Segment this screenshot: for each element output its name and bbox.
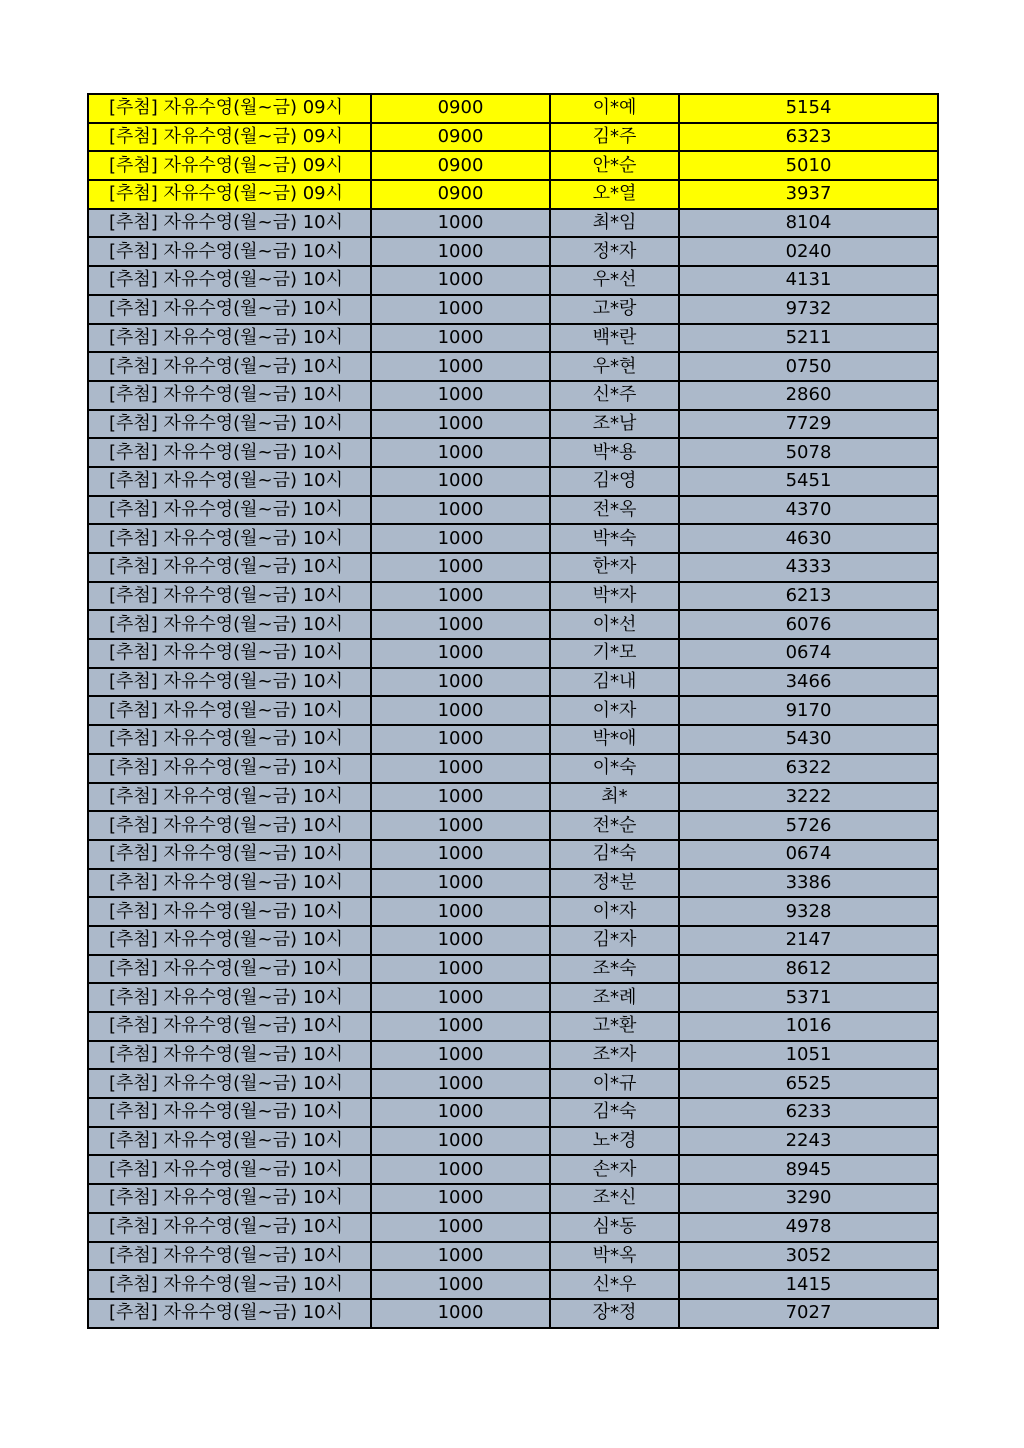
time-code-cell: 1000: [371, 1184, 550, 1213]
masked-name-cell: 신*우: [550, 1270, 679, 1299]
time-code-cell: 1000: [371, 1155, 550, 1184]
phone-suffix-cell: 4630: [679, 524, 938, 553]
masked-name-cell: 안*순: [550, 151, 679, 180]
course-cell: [추첨] 자유수영(월~금) 10시: [88, 610, 371, 639]
phone-suffix-cell: 6233: [679, 1098, 938, 1127]
table-row: [88, 553, 938, 582]
table-row: [88, 94, 938, 123]
phone-suffix-cell: 5726: [679, 811, 938, 840]
table-row: [88, 725, 938, 754]
masked-name-cell: 박*애: [550, 725, 679, 754]
time-code-cell: 1000: [371, 955, 550, 984]
time-code-cell: 1000: [371, 553, 550, 582]
phone-suffix-cell: 6213: [679, 582, 938, 611]
phone-suffix-cell: 5154: [679, 94, 938, 123]
phone-suffix-cell: 7729: [679, 410, 938, 439]
table-row: [88, 1041, 938, 1070]
masked-name-cell: 박*숙: [550, 524, 679, 553]
table-row: [88, 496, 938, 525]
phone-suffix-cell: 3052: [679, 1242, 938, 1271]
time-code-cell: 1000: [371, 725, 550, 754]
course-cell: [추첨] 자유수영(월~금) 10시: [88, 1069, 371, 1098]
course-cell: [추첨] 자유수영(월~금) 10시: [88, 1242, 371, 1271]
table-row: [88, 1069, 938, 1098]
phone-suffix-cell: 1016: [679, 1012, 938, 1041]
time-code-cell: 1000: [371, 1213, 550, 1242]
time-code-cell: 1000: [371, 410, 550, 439]
time-code-cell: 1000: [371, 266, 550, 295]
time-code-cell: 1000: [371, 869, 550, 898]
course-cell: [추첨] 자유수영(월~금) 09시: [88, 123, 371, 152]
masked-name-cell: 조*숙: [550, 955, 679, 984]
course-cell: [추첨] 자유수영(월~금) 10시: [88, 266, 371, 295]
phone-suffix-cell: 4333: [679, 553, 938, 582]
table-row: [88, 524, 938, 553]
time-code-cell: 1000: [371, 467, 550, 496]
course-cell: [추첨] 자유수영(월~금) 10시: [88, 352, 371, 381]
course-cell: [추첨] 자유수영(월~금) 10시: [88, 897, 371, 926]
time-code-cell: 1000: [371, 352, 550, 381]
phone-suffix-cell: 5211: [679, 324, 938, 353]
table-row: [88, 926, 938, 955]
course-cell: [추첨] 자유수영(월~금) 10시: [88, 926, 371, 955]
phone-suffix-cell: 9328: [679, 897, 938, 926]
masked-name-cell: 김*주: [550, 123, 679, 152]
masked-name-cell: 장*정: [550, 1299, 679, 1328]
table-row: [88, 1155, 938, 1184]
time-code-cell: 1000: [371, 496, 550, 525]
phone-suffix-cell: 5010: [679, 151, 938, 180]
course-cell: [추첨] 자유수영(월~금) 09시: [88, 151, 371, 180]
table-row: [88, 209, 938, 238]
masked-name-cell: 우*선: [550, 266, 679, 295]
course-cell: [추첨] 자유수영(월~금) 10시: [88, 1012, 371, 1041]
phone-suffix-cell: 5451: [679, 467, 938, 496]
table-row: [88, 324, 938, 353]
course-cell: [추첨] 자유수영(월~금) 10시: [88, 582, 371, 611]
time-code-cell: 0900: [371, 123, 550, 152]
phone-suffix-cell: 3466: [679, 668, 938, 697]
phone-suffix-cell: 9170: [679, 696, 938, 725]
table-row: [88, 1098, 938, 1127]
course-cell: [추첨] 자유수영(월~금) 10시: [88, 209, 371, 238]
time-code-cell: 1000: [371, 840, 550, 869]
table-row: [88, 1213, 938, 1242]
time-code-cell: 1000: [371, 897, 550, 926]
phone-suffix-cell: 1051: [679, 1041, 938, 1070]
table-row: [88, 1242, 938, 1271]
table-row: [88, 811, 938, 840]
phone-suffix-cell: 0674: [679, 639, 938, 668]
table-row: [88, 869, 938, 898]
course-cell: [추첨] 자유수영(월~금) 10시: [88, 1299, 371, 1328]
time-code-cell: 1000: [371, 237, 550, 266]
course-cell: [추첨] 자유수영(월~금) 10시: [88, 869, 371, 898]
course-cell: [추첨] 자유수영(월~금) 10시: [88, 496, 371, 525]
course-cell: [추첨] 자유수영(월~금) 10시: [88, 1041, 371, 1070]
lottery-results-table: [87, 93, 939, 1329]
phone-suffix-cell: 3222: [679, 783, 938, 812]
time-code-cell: 1000: [371, 1012, 550, 1041]
table-row: [88, 754, 938, 783]
table-row: [88, 381, 938, 410]
phone-suffix-cell: 8104: [679, 209, 938, 238]
table-row: [88, 955, 938, 984]
masked-name-cell: 최*: [550, 783, 679, 812]
course-cell: [추첨] 자유수영(월~금) 10시: [88, 1098, 371, 1127]
phone-suffix-cell: 8945: [679, 1155, 938, 1184]
time-code-cell: 1000: [371, 438, 550, 467]
course-cell: [추첨] 자유수영(월~금) 10시: [88, 410, 371, 439]
course-cell: [추첨] 자유수영(월~금) 10시: [88, 1270, 371, 1299]
time-code-cell: 1000: [371, 1127, 550, 1156]
table-row: [88, 639, 938, 668]
course-cell: [추첨] 자유수영(월~금) 10시: [88, 783, 371, 812]
time-code-cell: 1000: [371, 1299, 550, 1328]
time-code-cell: 1000: [371, 209, 550, 238]
phone-suffix-cell: 2147: [679, 926, 938, 955]
table-row: [88, 897, 938, 926]
phone-suffix-cell: 0240: [679, 237, 938, 266]
table-body: [88, 94, 938, 1328]
time-code-cell: 1000: [371, 983, 550, 1012]
table-row: [88, 783, 938, 812]
course-cell: [추첨] 자유수영(월~금) 10시: [88, 438, 371, 467]
masked-name-cell: 이*숙: [550, 754, 679, 783]
masked-name-cell: 정*분: [550, 869, 679, 898]
course-cell: [추첨] 자유수영(월~금) 10시: [88, 1184, 371, 1213]
masked-name-cell: 오*열: [550, 180, 679, 209]
masked-name-cell: 이*예: [550, 94, 679, 123]
phone-suffix-cell: 5430: [679, 725, 938, 754]
phone-suffix-cell: 3386: [679, 869, 938, 898]
time-code-cell: 1000: [371, 926, 550, 955]
course-cell: [추첨] 자유수영(월~금) 10시: [88, 725, 371, 754]
masked-name-cell: 조*남: [550, 410, 679, 439]
table-row: [88, 438, 938, 467]
time-code-cell: 1000: [371, 1041, 550, 1070]
table-row: [88, 1270, 938, 1299]
table-row: [88, 610, 938, 639]
course-cell: [추첨] 자유수영(월~금) 09시: [88, 180, 371, 209]
phone-suffix-cell: 7027: [679, 1299, 938, 1328]
course-cell: [추첨] 자유수영(월~금) 10시: [88, 237, 371, 266]
time-code-cell: 0900: [371, 151, 550, 180]
course-cell: [추첨] 자유수영(월~금) 10시: [88, 524, 371, 553]
course-cell: [추첨] 자유수영(월~금) 10시: [88, 1213, 371, 1242]
course-cell: [추첨] 자유수영(월~금) 10시: [88, 639, 371, 668]
time-code-cell: 1000: [371, 668, 550, 697]
masked-name-cell: 손*자: [550, 1155, 679, 1184]
course-cell: [추첨] 자유수영(월~금) 10시: [88, 1127, 371, 1156]
time-code-cell: 1000: [371, 811, 550, 840]
masked-name-cell: 정*자: [550, 237, 679, 266]
masked-name-cell: 고*랑: [550, 295, 679, 324]
phone-suffix-cell: 4131: [679, 266, 938, 295]
masked-name-cell: 김*숙: [550, 1098, 679, 1127]
table-row: [88, 1012, 938, 1041]
time-code-cell: 0900: [371, 180, 550, 209]
table-row: [88, 123, 938, 152]
time-code-cell: 1000: [371, 639, 550, 668]
masked-name-cell: 한*자: [550, 553, 679, 582]
table-row: [88, 151, 938, 180]
course-cell: [추첨] 자유수영(월~금) 10시: [88, 553, 371, 582]
masked-name-cell: 조*례: [550, 983, 679, 1012]
course-cell: [추첨] 자유수영(월~금) 10시: [88, 754, 371, 783]
table-row: [88, 840, 938, 869]
masked-name-cell: 조*신: [550, 1184, 679, 1213]
masked-name-cell: 고*환: [550, 1012, 679, 1041]
phone-suffix-cell: 8612: [679, 955, 938, 984]
masked-name-cell: 김*숙: [550, 840, 679, 869]
masked-name-cell: 전*순: [550, 811, 679, 840]
course-cell: [추첨] 자유수영(월~금) 10시: [88, 696, 371, 725]
phone-suffix-cell: 9732: [679, 295, 938, 324]
phone-suffix-cell: 2243: [679, 1127, 938, 1156]
table-row: [88, 1127, 938, 1156]
phone-suffix-cell: 5078: [679, 438, 938, 467]
course-cell: [추첨] 자유수영(월~금) 10시: [88, 983, 371, 1012]
masked-name-cell: 이*자: [550, 897, 679, 926]
phone-suffix-cell: 4978: [679, 1213, 938, 1242]
time-code-cell: 1000: [371, 524, 550, 553]
table-row: [88, 352, 938, 381]
course-cell: [추첨] 자유수영(월~금) 10시: [88, 840, 371, 869]
time-code-cell: 1000: [371, 696, 550, 725]
table-row: [88, 266, 938, 295]
course-cell: [추첨] 자유수영(월~금) 10시: [88, 1155, 371, 1184]
table-row: [88, 295, 938, 324]
course-cell: [추첨] 자유수영(월~금) 10시: [88, 811, 371, 840]
phone-suffix-cell: 0674: [679, 840, 938, 869]
masked-name-cell: 기*모: [550, 639, 679, 668]
phone-suffix-cell: 2860: [679, 381, 938, 410]
time-code-cell: 1000: [371, 783, 550, 812]
time-code-cell: 1000: [371, 1069, 550, 1098]
phone-suffix-cell: 6525: [679, 1069, 938, 1098]
course-cell: [추첨] 자유수영(월~금) 10시: [88, 955, 371, 984]
masked-name-cell: 최*임: [550, 209, 679, 238]
masked-name-cell: 박*옥: [550, 1242, 679, 1271]
masked-name-cell: 조*자: [550, 1041, 679, 1070]
phone-suffix-cell: 6076: [679, 610, 938, 639]
table-row: [88, 467, 938, 496]
table-row: [88, 1299, 938, 1328]
table-row: [88, 410, 938, 439]
phone-suffix-cell: 4370: [679, 496, 938, 525]
masked-name-cell: 김*내: [550, 668, 679, 697]
phone-suffix-cell: 3290: [679, 1184, 938, 1213]
course-cell: [추첨] 자유수영(월~금) 10시: [88, 381, 371, 410]
course-cell: [추첨] 자유수영(월~금) 10시: [88, 668, 371, 697]
masked-name-cell: 박*용: [550, 438, 679, 467]
time-code-cell: 1000: [371, 582, 550, 611]
table-row: [88, 696, 938, 725]
time-code-cell: 1000: [371, 610, 550, 639]
time-code-cell: 1000: [371, 295, 550, 324]
time-code-cell: 0900: [371, 94, 550, 123]
time-code-cell: 1000: [371, 1098, 550, 1127]
phone-suffix-cell: 1415: [679, 1270, 938, 1299]
time-code-cell: 1000: [371, 1242, 550, 1271]
masked-name-cell: 심*동: [550, 1213, 679, 1242]
masked-name-cell: 전*옥: [550, 496, 679, 525]
masked-name-cell: 박*자: [550, 582, 679, 611]
masked-name-cell: 신*주: [550, 381, 679, 410]
time-code-cell: 1000: [371, 324, 550, 353]
course-cell: [추첨] 자유수영(월~금) 10시: [88, 295, 371, 324]
course-cell: [추첨] 자유수영(월~금) 09시: [88, 94, 371, 123]
masked-name-cell: 이*규: [550, 1069, 679, 1098]
course-cell: [추첨] 자유수영(월~금) 10시: [88, 467, 371, 496]
phone-suffix-cell: 0750: [679, 352, 938, 381]
phone-suffix-cell: 3937: [679, 180, 938, 209]
time-code-cell: 1000: [371, 1270, 550, 1299]
masked-name-cell: 백*란: [550, 324, 679, 353]
table-row: [88, 668, 938, 697]
masked-name-cell: 우*현: [550, 352, 679, 381]
masked-name-cell: 김*영: [550, 467, 679, 496]
masked-name-cell: 김*자: [550, 926, 679, 955]
phone-suffix-cell: 6322: [679, 754, 938, 783]
table-row: [88, 1184, 938, 1213]
masked-name-cell: 이*자: [550, 696, 679, 725]
table-row: [88, 983, 938, 1012]
table-row: [88, 237, 938, 266]
time-code-cell: 1000: [371, 381, 550, 410]
table-row: [88, 582, 938, 611]
time-code-cell: 1000: [371, 754, 550, 783]
masked-name-cell: 노*경: [550, 1127, 679, 1156]
course-cell: [추첨] 자유수영(월~금) 10시: [88, 324, 371, 353]
table-row: [88, 180, 938, 209]
phone-suffix-cell: 6323: [679, 123, 938, 152]
masked-name-cell: 이*선: [550, 610, 679, 639]
phone-suffix-cell: 5371: [679, 983, 938, 1012]
